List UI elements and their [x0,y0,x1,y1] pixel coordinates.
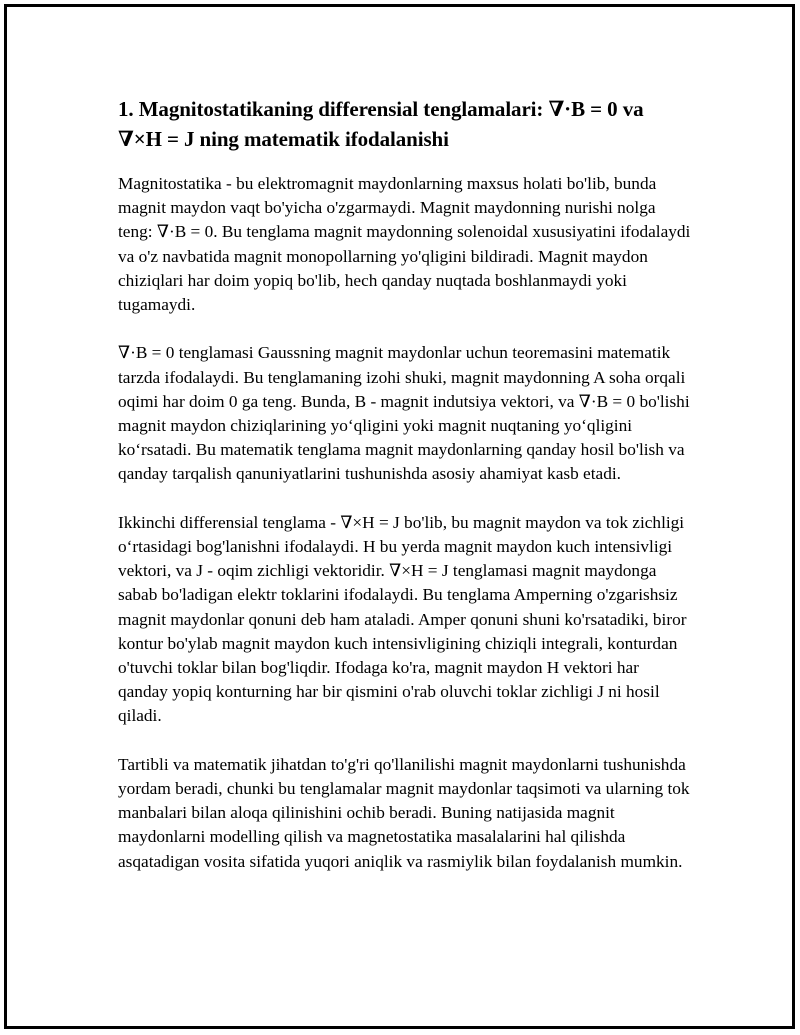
document-body [118,94,692,898]
paragraph-4: Tartibli va matematik jihatdan to'g'ri qo'llanilishi magnit maydonlarni tushunishda yordam beradi, chunki bu tenglamalar magnit maydonlar taqsimoti va ularning tok manbalari bilan aloqa qilinishini ochib beradi. Buning natijasida magnit maydonlarni modelling qilish va magnetostatika masalalarini hal qilishda asqatadigan vosita sifatida yuqori aniqlik va rasmiylik bilan foydalanish mumkin. [118,754,690,871]
paragraph-2: ∇·B = 0 tenglamasi Gaussning magnit maydonlar uchun teoremasini matematik tarzda ifodalaydi. Bu tenglamaning izohi shuki, magnit maydonning A soha orqali oqimi har doim 0 ga teng. Bunda, B - magnit indutsiya vektori, va ∇·B = 0 bo'lishi magnit maydon chiziqlarining yo‘qligini yoki magnit nuqtaning yo‘qligini ko‘rsatadi. Bu matematik tenglama magnit maydonlarning qanday hosil bo'lish va qanday tarqalish qanuniyatlarini tushunishda asosiy ahamiyat kasb etadi. [118,343,690,484]
paragraph-1: Magnitostatika - bu elektromagnit maydonlarning maxsus holati bo'lib, bunda magnit maydon vaqt bo'yicha o'zgarmaydi. Magnit maydonning nurishi nolga teng: ∇·B = 0. Bu tenglama magnit maydonning solenoidal xususiyatini ifodalaydi va o'z navbatida magnit monopollarning yo'qligini bildiradi. Magnit maydon chiziqlari har doim yopiq bo'lib, hech qanday nuqtada boshlanmaydi yoki tugamaydi. [118,174,691,315]
paragraph-3: Ikkinchi differensial tenglama - ∇×H = J bo'lib, bu magnit maydon va tok zichligi o‘rtasidagi bog'lanishni ifodalaydi. H bu yerda magnit maydon kuch intensivligi vektori, va J - oqim zichligi vektoridir. ∇×H = J tenglamasi magnit maydonga sabab bo'ladigan elektr toklarini ifodalaydi. Bu tenglama Amperning o'zgarishsiz magnit maydonlar qonuni deb ham ataladi. Amper qonuni shuni ko'rsatadiki, biror kontur bo'ylab magnit maydon kuch intensivligining chiziqli integrali, konturdan o'tuvchi toklar bilan bog'liqdir. Ifodaga ko'ra, magnit maydon H vektori har qanday yopiq konturning har bir qismini o'rab oluvchi toklar zichligi J ni hosil qiladi. [118,512,687,726]
section-heading: 1. Magnitostatikaning differensial tenglamalari: ∇·B = 0 va ∇×H = J ning matematik ifodalanishi [118,97,644,151]
